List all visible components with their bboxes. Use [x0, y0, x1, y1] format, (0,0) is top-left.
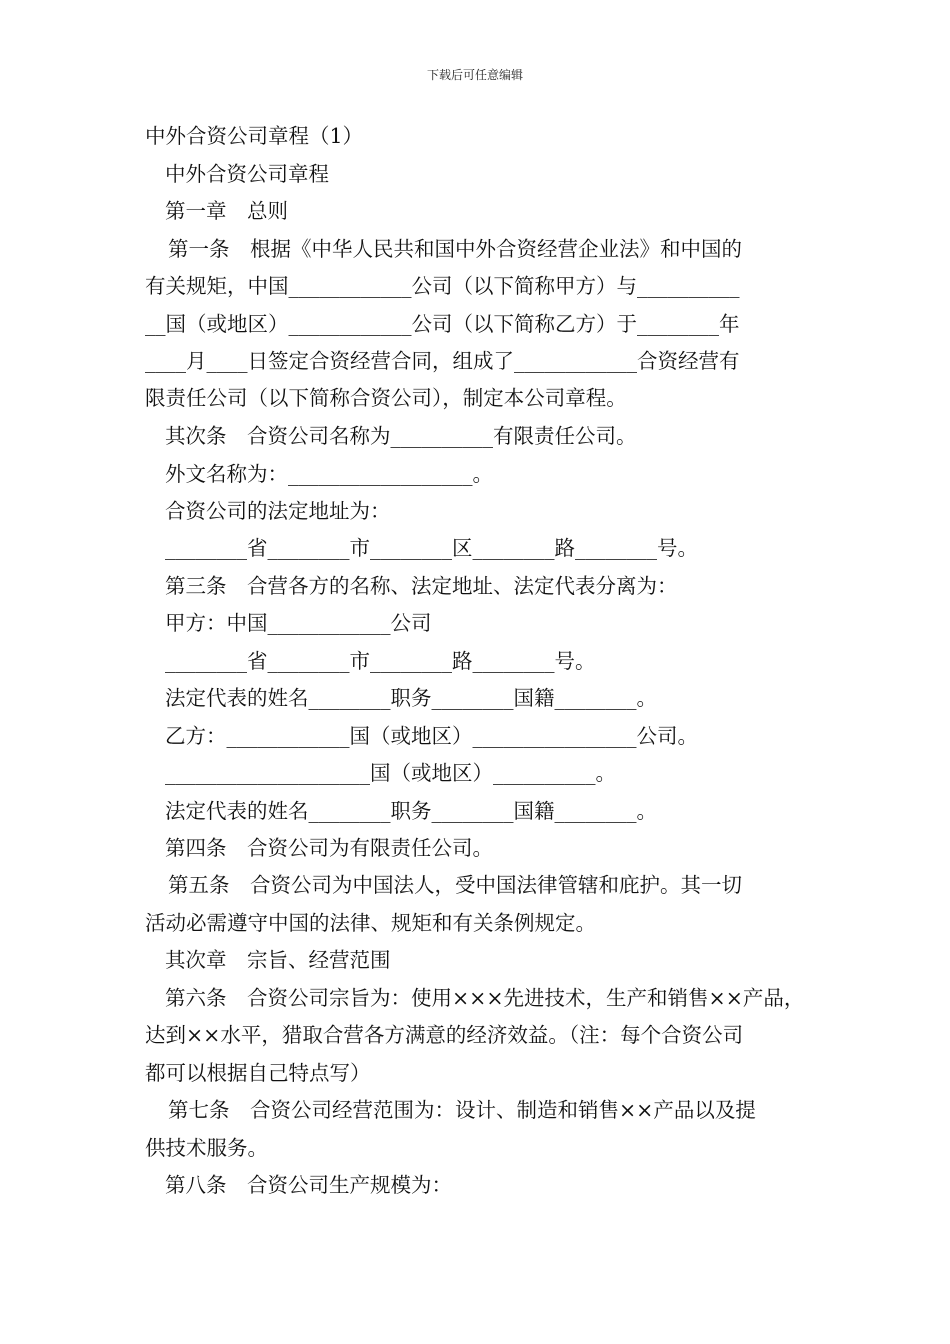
article-1-line-4: ____月____日签定合资经营合同，组成了____________合资经营有 — [145, 349, 740, 373]
party-b-address: ____________________国（或地区）__________。 — [165, 761, 616, 785]
chapter-1-heading: 第一章 总则 — [165, 199, 288, 223]
article-1-line-2: 有关规矩，中国____________公司（以下简称甲方）与__________ — [145, 274, 740, 298]
article-7-line-2: 供技术服务。 — [145, 1136, 268, 1160]
article-1-line-1: 第一条 根据《中华人民共和国中外合资经营企业法》和中国的 — [168, 237, 742, 261]
party-a: 甲方：中国____________公司 — [165, 611, 432, 635]
article-7-line-1: 第七条 合资公司经营范围为：设计、制造和销售××产品以及提 — [168, 1098, 756, 1122]
article-6-line-3: 都可以根据自己特点写） — [145, 1061, 371, 1085]
party-a-address: ________省________市________路________号。 — [165, 649, 596, 673]
party-b: 乙方：____________国（或地区）________________公司。 — [165, 724, 698, 748]
party-a-representative: 法定代表的姓名________职务________国籍________。 — [165, 686, 657, 710]
article-1-line-5: 限责任公司（以下简称合资公司），制定本公司章程。 — [145, 386, 627, 410]
article-3: 第三条 合营各方的名称、法定地址、法定代表分离为： — [165, 574, 678, 598]
legal-address-fields: ________省________市________区________路________号。 — [165, 536, 698, 560]
page-header: 下载后可任意编辑 — [426, 68, 523, 82]
article-6-line-2: 达到××水平，猎取合营各方满意的经济效益。（注：每个合资公司 — [145, 1023, 744, 1047]
article-6-line-1: 第六条 合资公司宗旨为：使用×××先进技术，生产和销售××产品， — [165, 986, 805, 1010]
article-4: 第四条 合资公司为有限责任公司。 — [165, 836, 493, 860]
foreign-name: 外文名称为：__________________。 — [165, 462, 493, 486]
article-8: 第八条 合资公司生产规模为： — [165, 1173, 452, 1197]
document-title: 中外合资公司章程（1） — [145, 124, 364, 148]
article-5-line-2: 活动必需遵守中国的法律、规矩和有关条例规定。 — [145, 911, 596, 935]
article-2: 其次条 合资公司名称为__________有限责任公司。 — [165, 424, 637, 448]
heading-charter: 中外合资公司章程 — [165, 162, 329, 186]
party-b-representative: 法定代表的姓名________职务________国籍________。 — [165, 799, 657, 823]
chapter-2-heading: 其次章 宗旨、经营范围 — [165, 948, 391, 972]
legal-address-label: 合资公司的法定地址为： — [165, 499, 391, 523]
article-1-line-3: __国（或地区）____________公司（以下简称乙方）于________年 — [145, 312, 740, 336]
article-5-line-1: 第五条 合资公司为中国法人，受中国法律管辖和庇护。其一切 — [168, 873, 742, 897]
